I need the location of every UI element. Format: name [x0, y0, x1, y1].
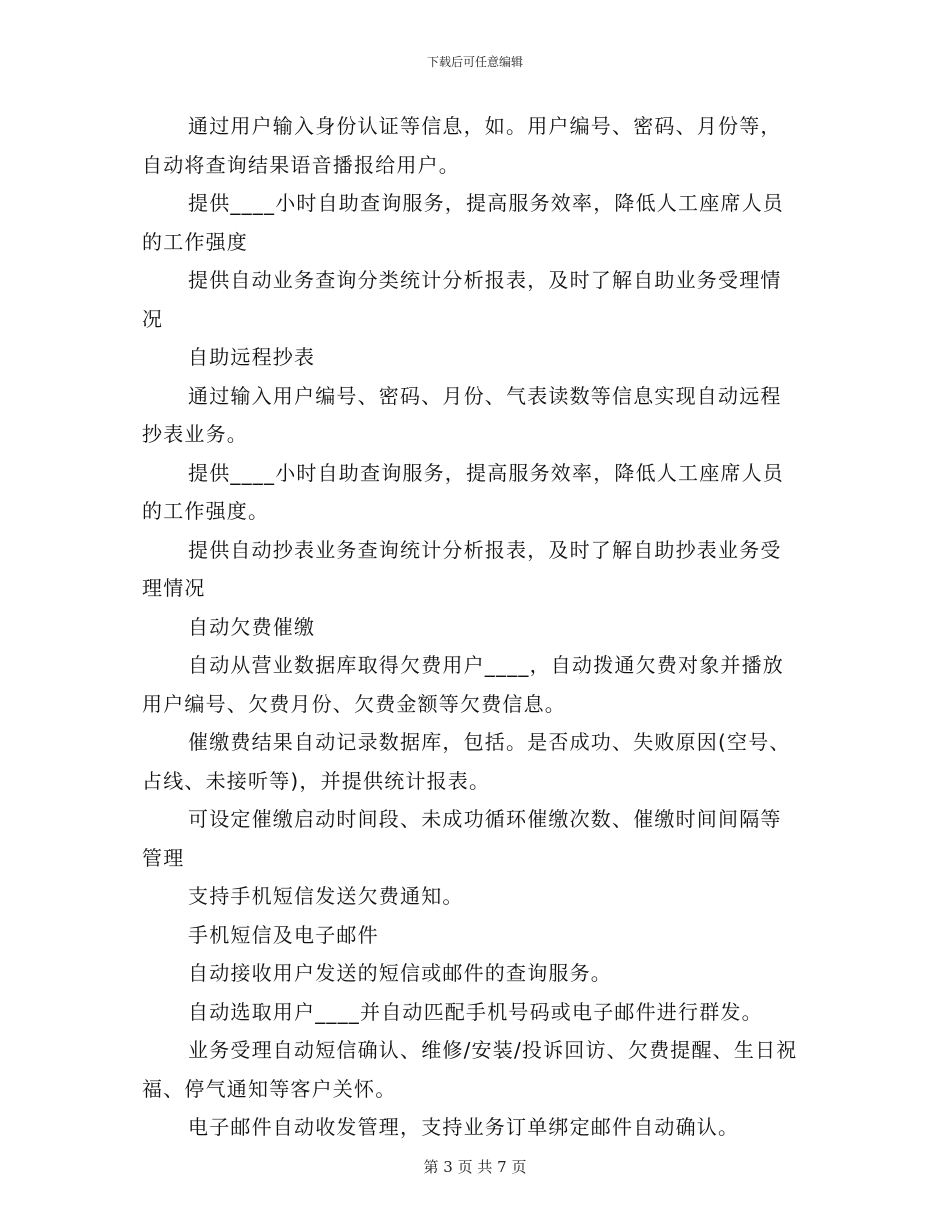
- paragraph: 自动选取用户____并自动匹配手机号码或电子邮件进行群发。: [188, 999, 763, 1024]
- paragraph: 催缴费结果自动记录数据库，包括。是否成功、失败原因(空号、占线、未接听等)，并提供统计报表。: [142, 730, 791, 793]
- paragraph: 通过用户输入身份认证等信息，如。用户编号、密码、月份等，自动将查询结果语音播报给用户。: [142, 114, 782, 177]
- paragraph: 自动从营业数据库取得欠费用户____，自动拨通欠费对象并播放用户编号、欠费月份、欠费金额等欠费信息。: [142, 653, 784, 716]
- paragraph: 提供自动业务查询分类统计分析报表，及时了解自助业务受理情况: [142, 268, 782, 331]
- paragraph: 提供____小时自助查询服务，提高服务效率，降低人工座席人员的工作强度。: [142, 460, 784, 523]
- paragraph: 通过输入用户编号、密码、月份、气表读数等信息实现自动远程抄表业务。: [142, 383, 782, 446]
- section-heading: 自动欠费催缴: [188, 614, 316, 639]
- paragraph: 提供自动抄表业务查询统计分析报表，及时了解自助抄表业务受理情况: [142, 537, 782, 600]
- paragraph: 支持手机短信发送欠费通知。: [188, 884, 464, 908]
- document-body: [142, 107, 802, 1147]
- paragraph: 业务受理自动短信确认、维修/安装/投诉回访、欠费提醒、生日祝福、停气通知等客户关怀。: [142, 1038, 798, 1101]
- paragraph: 自动接收用户发送的短信或邮件的查询服务。: [188, 961, 612, 985]
- paragraph: 可设定催缴启动时间段、未成功循环催缴次数、催缴时间间隔等管理: [142, 807, 782, 870]
- section-heading: 手机短信及电子邮件: [188, 922, 379, 947]
- section-heading: 自助远程抄表: [188, 345, 316, 369]
- page-header-note: 下载后可任意编辑: [426, 55, 523, 69]
- paragraph: 电子邮件自动收发管理，支持业务订单绑定邮件自动确认。: [188, 1115, 740, 1139]
- paragraph: 提供____小时自助查询服务，提高服务效率，降低人工座席人员的工作强度: [142, 191, 784, 254]
- page-number-footer: 第 3 页 共 7 页: [423, 1158, 527, 1176]
